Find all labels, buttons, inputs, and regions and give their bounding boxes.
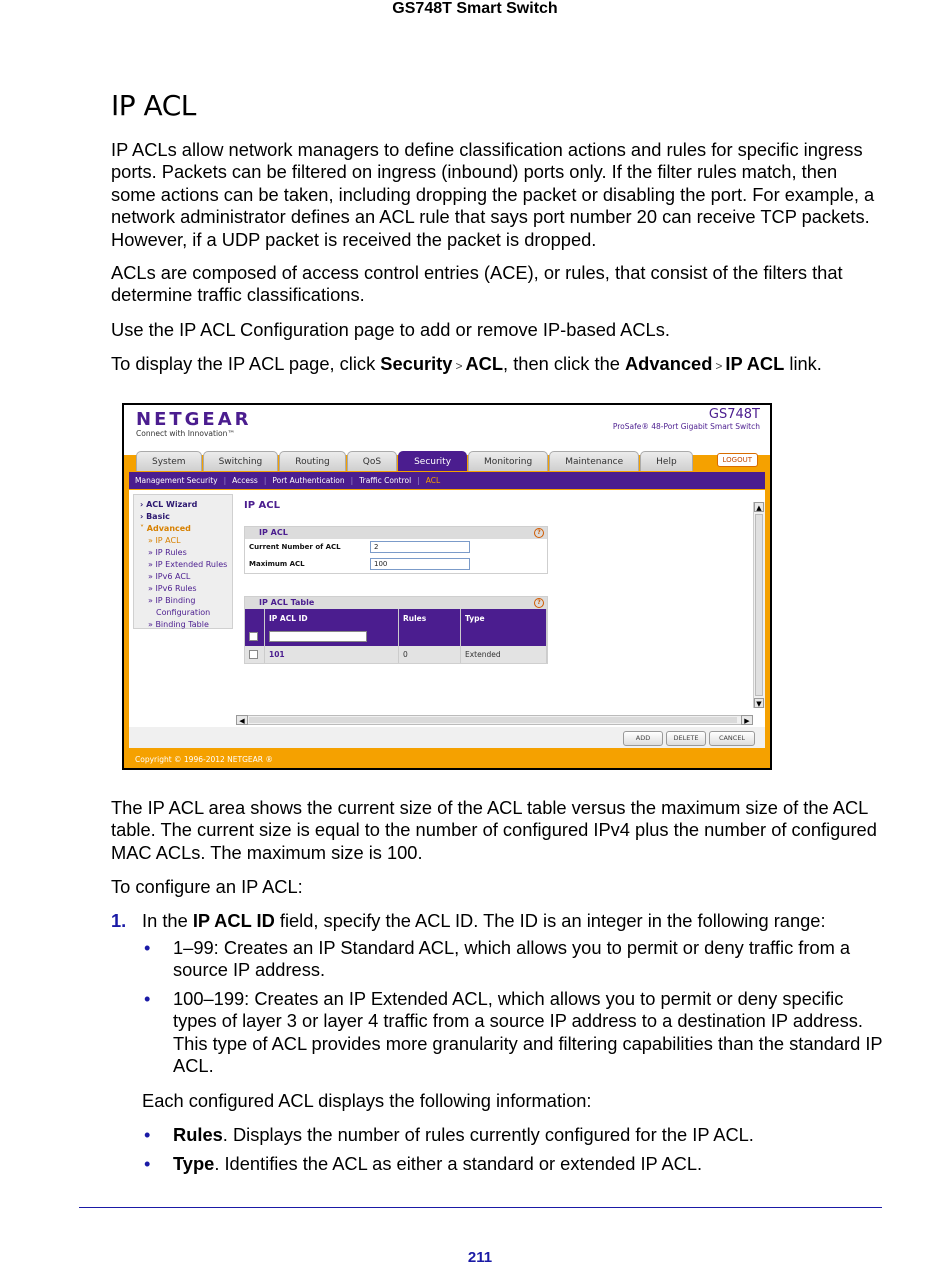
intro-paragraph-1: IP ACLs allow network managers to define classification actions and rules for specific ingress ports. Packets can be filtered on ingress (inbound) ports only. If the filter rules match, then some actions can be taken, including dropping the packet or disabling the port. For example, a network administrator defines an ACL rule that says port number 20 can receive TCP packets. However, if a UDP packet is received the packet is dropped. bbox=[111, 139, 875, 250]
cancel-button[interactable]: CANCEL bbox=[709, 731, 755, 746]
page-number: 211 bbox=[467, 1249, 493, 1266]
max-acl-value: 100 bbox=[370, 558, 470, 570]
tab-switching[interactable]: Switching bbox=[203, 451, 279, 471]
info-type bbox=[173, 1153, 885, 1175]
intro-paragraph-2: ACLs are composed of access control entries (ACE), or rules, that consist of the filters that determine traffic classifications. bbox=[111, 262, 843, 306]
panel-header bbox=[245, 527, 547, 539]
configure-intro: To configure an IP ACL: bbox=[111, 876, 303, 897]
row-checkbox[interactable] bbox=[249, 650, 258, 659]
tab-help[interactable]: Help bbox=[640, 451, 693, 471]
main-tabs bbox=[136, 451, 693, 471]
rules-cell: 0 bbox=[399, 646, 461, 663]
logout-button[interactable]: LOGOUT bbox=[717, 453, 759, 467]
table-header-row bbox=[245, 609, 547, 627]
column-header-type: Type bbox=[461, 609, 547, 627]
sidebar-item-ipv6-acl[interactable]: » IPv6 ACL bbox=[148, 572, 191, 581]
text: In the bbox=[142, 910, 193, 931]
sidebar-item-basic[interactable]: › Basic bbox=[140, 512, 170, 521]
subnav-acl[interactable]: ACL bbox=[425, 476, 441, 485]
divider: | bbox=[263, 476, 267, 485]
max-acl-row bbox=[245, 556, 547, 573]
divider: | bbox=[417, 476, 420, 485]
description: . Displays the number of rules currently configured for the IP ACL. bbox=[222, 1124, 754, 1145]
scroll-up-icon[interactable]: ▲ bbox=[754, 502, 764, 512]
sidebar-item-ip-rules[interactable]: » IP Rules bbox=[148, 548, 187, 557]
section-title: IP ACL bbox=[111, 89, 196, 122]
field-name: IP ACL ID bbox=[192, 910, 275, 931]
ip-acl-panel bbox=[244, 526, 548, 574]
menu-ip-acl: IP ACL bbox=[725, 353, 785, 374]
sidebar-item-acl-wizard[interactable]: › ACL Wizard bbox=[140, 500, 198, 509]
bullet-icon: • bbox=[144, 1124, 151, 1145]
intro-paragraph-3: Use the IP ACL Configuration page to add or remove IP-based ACLs. bbox=[111, 319, 670, 340]
horizontal-scrollbar[interactable] bbox=[236, 715, 753, 725]
text: field, specify the ACL ID. The ID is an integer in the following range: bbox=[274, 910, 826, 931]
column-header-rules: Rules bbox=[399, 609, 461, 627]
rules-cell bbox=[399, 627, 461, 646]
bullet-icon: • bbox=[144, 1153, 151, 1174]
sidebar-item-ipv6-rules[interactable]: » IPv6 Rules bbox=[148, 584, 197, 593]
subnav-management-security[interactable]: Management Security bbox=[135, 476, 218, 485]
netgear-logo: NETGEAR bbox=[136, 409, 252, 430]
ip-acl-table bbox=[245, 609, 547, 663]
info-rules bbox=[173, 1124, 885, 1146]
column-header-ip-acl-id: IP ACL ID bbox=[265, 609, 399, 627]
tab-qos[interactable]: QoS bbox=[347, 451, 397, 471]
max-acl-label: Maximum ACL bbox=[249, 560, 305, 568]
bullet-icon: • bbox=[144, 937, 151, 958]
menu-acl: ACL bbox=[465, 353, 504, 374]
sidebar-item-ip-binding-configuration[interactable]: Configuration bbox=[156, 608, 211, 617]
bullet-icon: • bbox=[144, 988, 151, 1009]
running-header: GS748T Smart Switch bbox=[392, 0, 558, 17]
description: . Identifies the ACL as either a standard or extended IP ACL. bbox=[214, 1153, 703, 1174]
tab-system[interactable]: System bbox=[136, 451, 202, 471]
model-name: GS748T bbox=[708, 407, 760, 422]
ip-acl-screenshot bbox=[122, 403, 772, 770]
menu-security: Security bbox=[380, 353, 453, 374]
acl-id-cell[interactable]: 101 bbox=[265, 646, 399, 663]
table-row bbox=[245, 646, 547, 663]
step-1-text bbox=[142, 910, 887, 932]
delete-button[interactable]: DELETE bbox=[666, 731, 706, 746]
menu-advanced: Advanced bbox=[624, 353, 713, 374]
panel-header bbox=[245, 597, 547, 609]
panel-title: IP ACL Table bbox=[259, 598, 315, 607]
content-area bbox=[129, 490, 765, 736]
select-cell bbox=[245, 627, 265, 646]
current-acl-value: 2 bbox=[370, 541, 470, 553]
ip-acl-id-input[interactable] bbox=[269, 631, 367, 642]
sidebar-item-binding-table[interactable]: » Binding Table bbox=[148, 620, 209, 629]
ip-acl-table-panel bbox=[244, 596, 548, 664]
sub-navigation bbox=[129, 472, 765, 489]
text: , then click the bbox=[503, 353, 625, 374]
tab-routing[interactable]: Routing bbox=[279, 451, 346, 471]
add-button[interactable]: ADD bbox=[623, 731, 663, 746]
type-cell bbox=[461, 627, 547, 646]
tab-security[interactable]: Security bbox=[398, 451, 467, 471]
term: Rules bbox=[173, 1124, 223, 1145]
explanation-paragraph: The IP ACL area shows the current size of the ACL table versus the maximum size of the ACL table. The current size is equal to the number of configured IPv4 plus the number of configured MAC ACLs. The maximum size is 100. bbox=[111, 797, 877, 863]
subnav-traffic-control[interactable]: Traffic Control bbox=[359, 476, 412, 485]
divider: | bbox=[223, 476, 227, 485]
page-title: IP ACL bbox=[244, 500, 280, 511]
footer-rule bbox=[79, 1207, 882, 1208]
select-column-header bbox=[245, 609, 265, 627]
select-cell bbox=[245, 646, 265, 663]
divider: | bbox=[350, 476, 354, 485]
range-extended: 100–199: Creates an IP Extended ACL, which allows you to permit or deny specific types of layer 3 or layer 4 traffic from a source IP address to a destination IP address. This type of ACL provides more granularity and filtering capabilities than the standard IP ACL. bbox=[173, 988, 883, 1077]
copyright: Copyright © 1996-2012 NETGEAR ® bbox=[135, 755, 273, 764]
step-number: 1. bbox=[111, 910, 127, 931]
current-acl-label: Current Number of ACL bbox=[249, 543, 341, 551]
scroll-right-icon[interactable]: ▶ bbox=[741, 715, 753, 725]
sidebar-item-ip-acl[interactable]: » IP ACL bbox=[148, 536, 181, 545]
sidebar-item-advanced[interactable]: ˅ Advanced bbox=[140, 524, 191, 533]
display-instructions bbox=[111, 353, 886, 377]
sidebar-item-ip-binding[interactable]: » IP Binding bbox=[148, 596, 196, 605]
scroll-down-icon[interactable]: ▼ bbox=[754, 698, 764, 708]
subnav-access[interactable]: Access bbox=[232, 476, 258, 485]
gt-icon: > bbox=[455, 359, 463, 373]
term: Type bbox=[173, 1153, 215, 1174]
id-input-cell bbox=[265, 627, 399, 646]
text: link. bbox=[784, 353, 822, 374]
logo-tagline: Connect with Innovation™ bbox=[136, 429, 235, 438]
scroll-left-icon[interactable]: ◀ bbox=[236, 715, 248, 725]
button-bar bbox=[129, 727, 765, 748]
tab-maintenance[interactable]: Maintenance bbox=[549, 451, 639, 471]
type-cell: Extended bbox=[461, 646, 547, 663]
scroll-thumb[interactable] bbox=[755, 514, 763, 696]
new-entry-row bbox=[245, 627, 547, 646]
panel-title: IP ACL bbox=[259, 528, 288, 537]
range-standard: 1–99: Creates an IP Standard ACL, which allows you to permit or deny traffic from a source IP address. bbox=[173, 937, 851, 981]
subnav-port-authentication[interactable]: Port Authentication bbox=[272, 476, 345, 485]
tab-monitoring[interactable]: Monitoring bbox=[468, 451, 548, 471]
help-icon[interactable]: ? bbox=[534, 598, 544, 608]
text: To display the IP ACL page, click bbox=[111, 353, 381, 374]
netgear-header bbox=[124, 405, 770, 455]
each-acl-intro: Each configured ACL displays the following information: bbox=[142, 1090, 592, 1111]
scroll-thumb[interactable] bbox=[249, 717, 737, 723]
model-description: ProSafe® 48-Port Gigabit Smart Switch bbox=[612, 422, 760, 431]
sidebar bbox=[133, 494, 233, 629]
help-icon[interactable]: ? bbox=[534, 528, 544, 538]
gt-icon: > bbox=[715, 359, 723, 373]
vertical-scrollbar[interactable] bbox=[753, 502, 765, 708]
current-acl-row bbox=[245, 539, 547, 556]
select-all-checkbox[interactable] bbox=[249, 632, 258, 641]
sidebar-item-ip-extended-rules[interactable]: » IP Extended Rules bbox=[148, 560, 228, 569]
